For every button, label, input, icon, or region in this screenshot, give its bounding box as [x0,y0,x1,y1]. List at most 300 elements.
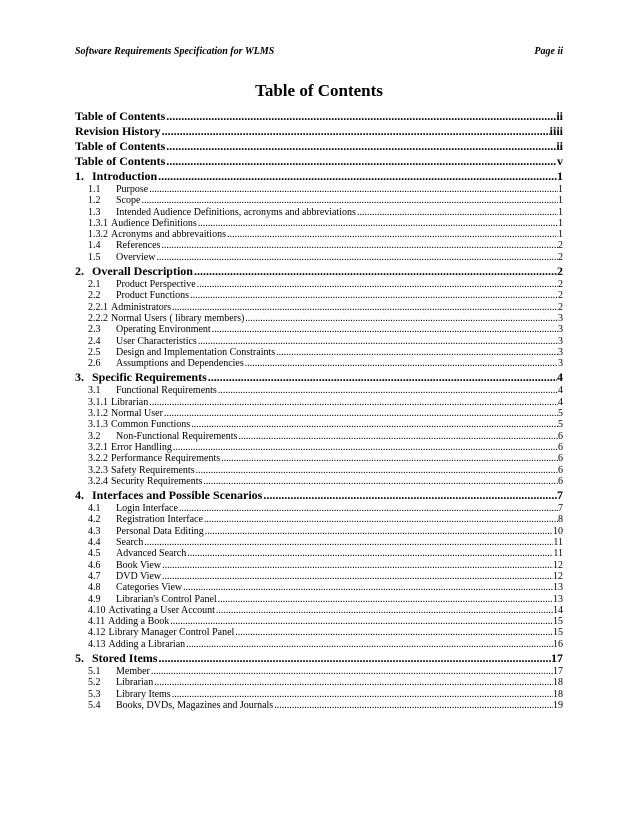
toc-entry-page: 15 [553,616,563,628]
toc-entry-page: 11 [553,537,563,549]
toc-entry-title: Assumptions and Dependencies [116,358,244,370]
toc-entry-title: Adding a Librarian [108,638,186,650]
toc-entry-number: 1.3 [88,206,101,218]
toc-entry[interactable] [75,169,563,184]
toc-entry-page: ii [556,139,563,153]
toc-entry[interactable] [75,207,563,218]
toc-entry-page: v [557,154,563,168]
toc-entry-label [88,560,161,571]
toc-leader-dots [148,397,558,408]
toc-entry-number: 4.7 [88,570,101,582]
toc-entry-number: 1.5 [88,251,101,263]
toc-entry-page: 2 [558,279,563,291]
toc-entry[interactable] [75,279,563,290]
toc-leader-dots [160,240,558,251]
toc-leader-dots [244,358,558,369]
table-of-contents [75,109,563,711]
toc-leader-dots [185,639,553,650]
toc-entry[interactable] [75,503,563,514]
toc-entry-number: 4.5 [88,548,101,560]
toc-entry-label [88,229,226,240]
toc-entry-title: Activating a User Account [108,604,215,616]
toc-entry-number: 3.2.2 [88,453,108,465]
toc-entry-page: 1 [558,229,563,241]
toc-leader-dots [165,109,556,124]
toc-entry-number: 2.6 [88,358,101,370]
toc-leader-dots [157,169,557,184]
toc-entry-page: 14 [553,604,563,616]
toc-entry-title: Search [116,537,144,549]
toc-entry-number: 2.2.2 [88,312,108,324]
toc-entry-title: Librarian [116,677,154,689]
toc-entry-label [88,419,190,430]
toc-entry-number: 1.3.1 [88,217,108,229]
toc-entry-title: Normal Users ( library members) [111,312,245,324]
toc-entry-number: 4.12 [88,627,106,639]
toc-entry-page: 2 [558,251,563,263]
toc-leader-dots [172,442,558,453]
toc-entry-label [88,431,237,442]
toc-entry-number: 3.2.3 [88,464,108,476]
toc-entry[interactable] [75,594,563,605]
toc-entry-number: 4.8 [88,582,101,594]
toc-entry-label [88,252,155,263]
toc-entry[interactable] [75,419,563,430]
toc-leader-dots [165,139,556,154]
toc-leader-dots [171,302,558,313]
toc-entry-label [88,594,217,605]
toc-entry-page: 4 [558,385,563,397]
toc-entry-title: Error Handling [111,441,172,453]
toc-entry[interactable] [75,252,563,263]
toc-entry-page: 1 [558,217,563,229]
toc-entry-label [88,616,169,627]
toc-entry[interactable] [75,514,563,525]
toc-entry-page: 3 [558,346,563,358]
toc-entry-number: 4.3 [88,525,101,537]
toc-entry-page: 1 [558,206,563,218]
toc-entry-page: 5 [558,419,563,431]
toc-entry-label [88,218,197,229]
toc-entry[interactable] [75,290,563,301]
toc-entry-page: 3 [558,335,563,347]
toc-entry-number: 2.2 [88,290,101,302]
toc-entry[interactable] [75,582,563,593]
toc-entry[interactable] [75,336,563,347]
toc-entry[interactable] [75,700,563,711]
toc-leader-dots [182,582,553,593]
toc-entry[interactable] [75,666,563,677]
toc-entry-page: 6 [558,475,563,487]
toc-leader-dots [197,336,558,347]
toc-entry[interactable] [75,358,563,369]
toc-entry-number: 4.13 [88,638,106,650]
toc-entry-title: Table of Contents [75,154,166,168]
toc-leader-dots [211,324,558,335]
toc-entry-label [88,677,153,688]
toc-entry-number: 1.2 [88,195,101,207]
toc-entry-label [75,124,161,139]
toc-entry[interactable] [75,571,563,582]
toc-entry-title: Librarian's Control Panel [116,593,217,605]
toc-entry-page: 1 [558,184,563,195]
toc-entry-label [88,476,202,487]
toc-entry[interactable] [75,442,563,453]
toc-entry[interactable] [75,627,563,638]
toc-leader-dots [273,700,553,711]
toc-entry-number: 4.9 [88,593,101,605]
toc-entry-number: 2.3 [88,324,101,336]
toc-entry-title: Adding a Book [108,616,170,628]
toc-leader-dots [195,465,558,476]
toc-leader-dots [215,605,553,616]
toc-entry-title: Librarian [111,396,149,408]
toc-entry-page: 2 [558,290,563,302]
toc-leader-dots [153,677,553,688]
toc-entry-title: DVD View [116,570,162,582]
toc-leader-dots [161,571,553,582]
toc-entry-page: 18 [553,677,563,689]
toc-entry-label [88,195,140,206]
toc-entry-title: Advanced Search [116,548,187,560]
toc-entry-title: Overall Description [92,264,193,279]
toc-entry-label [88,279,196,290]
toc-entry-title: Revision History [75,124,161,138]
toc-leader-dots [196,279,558,290]
toc-entry[interactable] [75,689,563,700]
toc-entry-title: Product Perspective [116,279,196,291]
toc-entry[interactable] [75,313,563,324]
page-title: Table of Contents [255,81,383,100]
toc-entry-number: 2.1 [88,279,101,291]
toc-entry-title: Scope [116,195,141,207]
toc-entry-title: Safety Requirements [111,464,195,476]
toc-leader-dots [275,347,558,358]
toc-entry-page: 12 [553,559,563,571]
toc-entry-page: ii [556,109,563,123]
toc-entry-number: 4.4 [88,537,101,549]
toc-entry-page: 6 [558,441,563,453]
toc-entry[interactable] [75,431,563,442]
toc-entry-label [88,605,215,616]
toc-entry[interactable] [75,526,563,537]
toc-entry-title: Stored Items [92,650,158,665]
toc-entry-title: Overview [116,251,156,263]
toc-entry-page: 2 [557,264,563,279]
toc-entry-number: 5.3 [88,688,101,700]
toc-entry-title: Performance Requirements [111,453,221,465]
toc-entry-title: Specific Requirements [92,370,207,385]
toc-entry[interactable] [75,195,563,206]
toc-entry-label [88,302,171,313]
toc-entry-label [75,370,207,385]
toc-entry-number: 3.1.3 [88,419,108,431]
toc-entry-number: 4. [75,488,84,503]
toc-entry[interactable] [75,651,563,666]
toc-leader-dots [155,252,558,263]
toc-entry-page: 6 [558,464,563,476]
toc-entry-number: 5.1 [88,665,101,677]
toc-entry-title: Acronyms and abbrevaitions [111,229,226,241]
toc-entry-page: 11 [553,548,563,560]
toc-entry-title: Audience Definitions [111,217,197,229]
toc-entry-title: Registration Interface [116,514,203,526]
toc-entry-number: 4.11 [88,616,106,628]
toc-entry-title: Books, DVDs, Magazines and Journals [116,699,274,711]
toc-entry-number: 4.10 [88,604,106,616]
toc-entry-number: 1. [75,169,84,183]
toc-entry-number: 3.1.2 [88,408,108,420]
toc-leader-dots [237,431,558,442]
toc-entry-page: 13 [553,593,563,605]
toc-entry-label [88,385,217,396]
toc-entry-page: 13 [553,582,563,594]
toc-entry-label [88,358,244,369]
toc-leader-dots [193,264,557,279]
toc-entry-number: 4.2 [88,514,101,526]
toc-entry-title: Purpose [116,184,149,195]
toc-entry-page: 17 [551,650,563,665]
toc-leader-dots [157,651,551,666]
toc-leader-dots [171,689,553,700]
toc-entry-page: 1 [558,195,563,207]
toc-entry[interactable] [75,139,563,154]
toc-entry-label [88,347,275,358]
toc-entry-number: 3.2.1 [88,441,108,453]
toc-entry-number: 1.4 [88,240,101,252]
toc-entry-number: 5.2 [88,677,101,689]
toc-entry[interactable] [75,347,563,358]
toc-entry-page: 1 [557,169,563,183]
toc-entry-page: 3 [558,324,563,336]
toc-leader-dots [189,290,558,301]
toc-entry-label [88,537,143,548]
toc-leader-dots [161,124,550,139]
toc-entry[interactable] [75,240,563,251]
toc-entry[interactable] [75,548,563,559]
toc-entry-label [75,488,262,503]
toc-leader-dots [220,453,558,464]
toc-entry-title: Personal Data Editing [116,525,204,537]
toc-entry-page: 19 [553,699,563,711]
toc-entry-title: User Characteristics [116,335,197,347]
toc-entry[interactable] [75,677,563,688]
toc-entry[interactable] [75,109,563,124]
toc-entry-title: Introduction [92,169,158,183]
toc-leader-dots [217,385,558,396]
toc-entry-page: 3 [558,312,563,324]
toc-entry-title: Design and Implementation Constraints [116,346,276,358]
toc-entry[interactable] [75,370,563,385]
toc-leader-dots [197,218,558,229]
toc-entry-page: 18 [553,688,563,700]
toc-leader-dots [143,537,553,548]
toc-entry-label [75,651,157,666]
toc-entry-label [88,207,356,218]
toc-entry-label [75,109,165,124]
toc-entry-title: Login Interface [116,503,178,515]
toc-entry-label [88,582,182,593]
toc-entry[interactable] [75,324,563,335]
toc-entry-page: 16 [553,638,563,650]
toc-entry-number: 2.5 [88,346,101,358]
toc-entry-title: Product Functions [116,290,190,302]
toc-entry[interactable] [75,218,563,229]
toc-entry-page: 7 [558,503,563,515]
toc-leader-dots [148,184,558,195]
toc-entry-title: Library Items [116,688,171,700]
toc-entry-page: 17 [553,665,563,677]
toc-entry-title: References [116,240,161,252]
toc-entry-page: iiii [549,124,563,138]
toc-entry-number: 3.1.1 [88,396,108,408]
toc-entry-label [88,700,273,711]
toc-entry-title: Common Functions [111,419,191,431]
toc-entry-number: 1.3.2 [88,229,108,241]
toc-entry-label [88,666,150,677]
toc-entry-label [88,397,148,408]
toc-leader-dots [163,408,558,419]
toc-entry-title: Library Manager Control Panel [108,627,235,639]
toc-entry-page: 10 [553,525,563,537]
toc-entry-number: 1.1 [88,184,101,195]
toc-entry[interactable] [75,184,563,195]
toc-entry[interactable] [75,488,563,503]
toc-leader-dots [356,207,558,218]
document-title: Software Requirements Specification for WLMS [75,46,275,57]
toc-leader-dots [190,419,558,430]
toc-entry-page: 2 [558,301,563,313]
toc-entry-label [75,139,165,154]
toc-entry-page: 8 [558,514,563,526]
toc-entry-number: 3.2.4 [88,475,108,487]
toc-leader-dots [244,313,558,324]
toc-entry-label [75,264,193,279]
toc-entry-number: 3. [75,370,84,385]
toc-leader-dots [217,594,553,605]
toc-entry-title: Table of Contents [75,139,166,153]
toc-leader-dots [203,514,558,525]
toc-entry-label [88,408,163,419]
toc-entry-label [88,503,178,514]
toc-entry-title: Member [116,665,150,677]
toc-entry-number: 5.4 [88,699,101,711]
toc-entry[interactable] [75,476,563,487]
toc-entry-number: 2.2.1 [88,301,108,313]
toc-entry-label [88,336,197,347]
toc-entry-page: 3 [558,358,563,370]
toc-leader-dots [262,488,557,503]
toc-entry[interactable] [75,154,563,169]
toc-entry-label [75,169,157,184]
toc-entry[interactable] [75,124,563,139]
toc-entry-page: 2 [558,240,563,252]
toc-entry-label [88,184,148,195]
toc-entry-number: 3.1 [88,385,101,397]
toc-entry-title: Interfaces and Possible Scenarios [92,488,263,503]
toc-entry-page: 6 [558,430,563,442]
toc-entry[interactable] [75,465,563,476]
toc-entry-label [75,154,165,169]
toc-entry-label [88,453,220,464]
toc-entry[interactable] [75,408,563,419]
toc-entry-label [88,465,195,476]
toc-leader-dots [161,560,553,571]
toc-entry-number: 4.6 [88,559,101,571]
page-number: Page ii [534,46,563,57]
toc-entry-page: 4 [558,396,563,408]
toc-entry[interactable] [75,302,563,313]
toc-entry-page: 7 [557,488,563,503]
toc-entry[interactable] [75,264,563,279]
toc-entry-number: 5. [75,650,84,665]
toc-entry-number: 3.2 [88,430,101,442]
toc-entry-title: Normal User [111,408,163,420]
toc-entry-label [88,627,234,638]
toc-entry-title: Non-Functional Requirements [116,430,238,442]
toc-entry-page: 4 [557,370,563,385]
toc-entry-label [88,290,189,301]
toc-entry-title: Administrators [111,301,171,313]
toc-entry[interactable] [75,385,563,396]
toc-leader-dots [202,476,558,487]
toc-leader-dots [140,195,558,206]
toc-entry[interactable] [75,605,563,616]
toc-leader-dots [186,548,553,559]
toc-leader-dots [204,526,553,537]
toc-entry[interactable] [75,616,563,627]
toc-entry-title: Book View [116,559,162,571]
toc-entry-number: 4.1 [88,503,101,515]
toc-entry-title: Categories View [116,582,183,594]
toc-entry[interactable] [75,537,563,548]
toc-entry-title: Operating Environment [116,324,211,336]
toc-entry-label [88,514,203,525]
toc-entry[interactable] [75,397,563,408]
toc-entry-page: 12 [553,570,563,582]
toc-entry-label [88,442,172,453]
toc-entry[interactable] [75,453,563,464]
toc-entry-title: Functional Requirements [116,385,217,397]
toc-entry-label [88,689,171,700]
toc-entry[interactable] [75,229,563,240]
toc-entry-page: 15 [553,627,563,639]
toc-leader-dots [169,616,553,627]
toc-entry-label [88,548,186,559]
toc-entry-page: 6 [558,453,563,465]
toc-leader-dots [178,503,558,514]
toc-leader-dots [165,154,557,169]
toc-entry-title: Intended Audience Definitions, acronyms and abbreviations [116,206,356,218]
toc-entry-label [88,313,244,324]
toc-entry-title: Security Requirements [111,475,203,487]
toc-entry-label [88,639,185,650]
toc-leader-dots [234,627,553,638]
toc-entry-page: 5 [558,408,563,420]
toc-entry[interactable] [75,560,563,571]
toc-leader-dots [226,229,558,240]
toc-entry-label [88,526,204,537]
toc-entry-label [88,240,160,251]
toc-leader-dots [207,370,557,385]
toc-entry-title: Table of Contents [75,109,166,123]
toc-entry-label [88,571,161,582]
toc-entry-number: 2.4 [88,335,101,347]
toc-entry[interactable] [75,639,563,650]
toc-entry-number: 2. [75,264,84,279]
toc-entry-label [88,324,211,335]
toc-leader-dots [150,666,553,677]
